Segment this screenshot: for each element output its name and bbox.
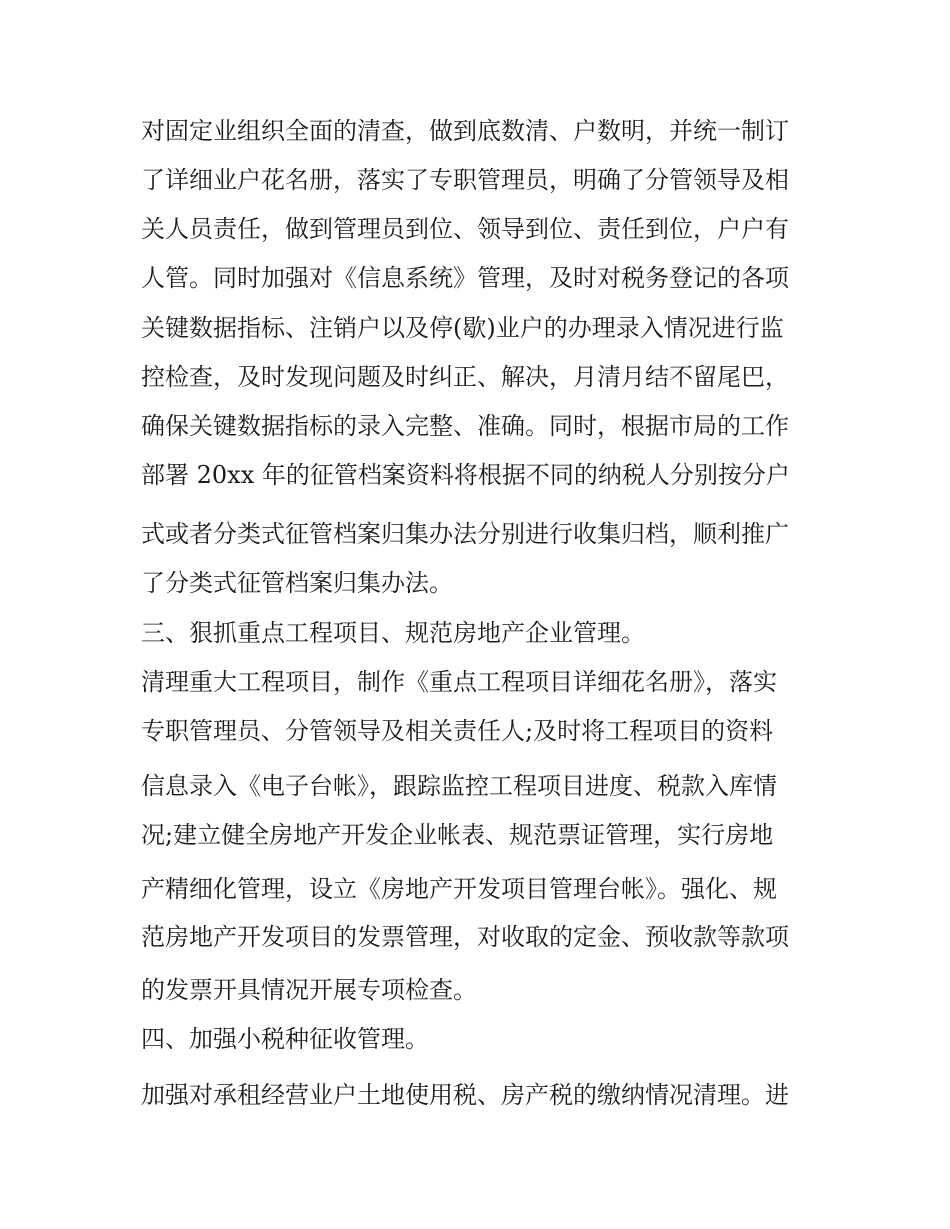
paragraph-line: 范房地产开发项目的发票管理，对收取的定金、预收款等款项	[141, 923, 789, 951]
paragraph-line: 确保关键数据指标的录入完整、准确。同时，根据市局的工作	[141, 412, 789, 440]
section-heading: 四、加强小税种征收管理。	[141, 1025, 429, 1053]
paragraph-line: 人管。同时加强对《信息系统》管理，及时对税务登记的各项	[141, 264, 789, 292]
paragraph-line: 况;建立健全房地产开发企业帐表、规范票证管理，实行房地	[141, 821, 774, 849]
paragraph-line: 了详细业户花名册，落实了专职管理员，明确了分管领导及相	[141, 166, 789, 194]
paragraph-line: 加强对承租经营业户土地使用税、房产税的缴纳情况清理。进	[141, 1081, 789, 1109]
section-heading: 三、狠抓重点工程项目、规范房地产企业管理。	[141, 619, 645, 647]
paragraph-line: 控检查，及时发现问题及时纠正、解决，月清月结不留尾巴，	[141, 363, 789, 391]
paragraph-line: 关键数据指标、注销户以及停(歇)业户的办理录入情况进行监	[141, 314, 784, 342]
paragraph-line: 信息录入《电子台帐》，跟踪监控工程项目进度、税款入库情	[141, 772, 777, 800]
paragraph-line: 式或者分类式征管档案归集办法分别进行收集归档，顺利推广	[141, 520, 789, 548]
paragraph-line: 清理重大工程项目，制作《重点工程项目详细花名册》，落实	[141, 668, 777, 696]
paragraph-line: 对固定业组织全面的清查，做到底数清、户数明，并统一制订	[141, 117, 789, 145]
paragraph-line: 产精细化管理，设立《房地产开发项目管理台帐》。强化、规	[141, 875, 777, 903]
paragraph-line: 部署 20xx 年的征管档案资料将根据不同的纳税人分别按分户	[141, 461, 790, 489]
paragraph-line: 专职管理员、分管领导及相关责任人;及时将工程项目的资料	[141, 717, 774, 745]
paragraph-line: 了分类式征管档案归集办法。	[141, 569, 453, 597]
paragraph-line: 的发票开具情况开展专项检查。	[141, 976, 477, 1004]
paragraph-line: 关人员责任，做到管理员到位、领导到位、责任到位，户户有	[141, 215, 789, 243]
